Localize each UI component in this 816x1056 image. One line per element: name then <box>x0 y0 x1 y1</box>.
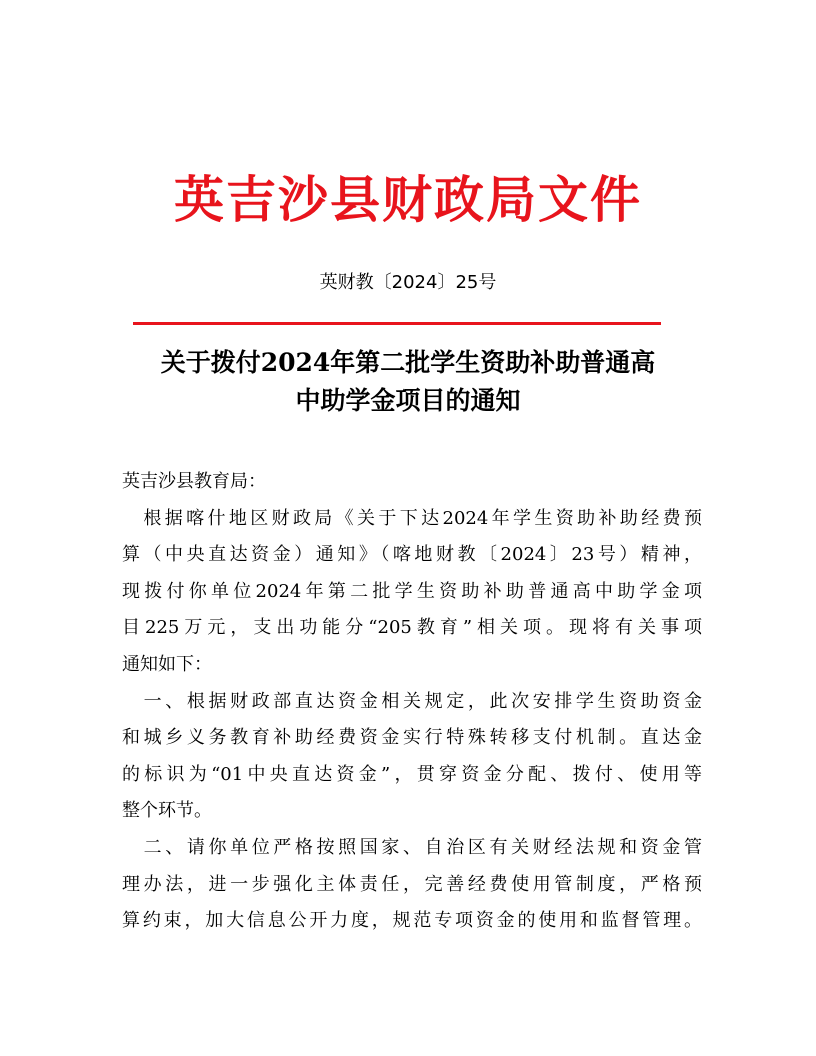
body-line: 算约束，加大信息公开力度，规范专项资金的使用和监督管理。 <box>122 910 702 932</box>
red-divider-line <box>133 322 661 325</box>
body-line: 的标识为“01中央直达资金”，贯穿资金分配、拨付、使用等 <box>122 763 702 785</box>
notice-title-line-2: 中助学金项目的通知 <box>295 386 521 415</box>
notice-body <box>122 464 702 940</box>
body-line: 通知如下： <box>122 653 212 675</box>
document-number: 英财教〔2024〕25号 <box>319 272 497 293</box>
body-line: 二、请你单位严格按照国家、自治区有关财经法规和资金管 <box>122 836 702 858</box>
body-line: 一、根据财政部直达资金相关规定，此次安排学生资助资金 <box>122 690 702 712</box>
notice-title <box>110 344 706 420</box>
notice-title-line-1: 关于拨付2024年第二批学生资助补助普通高 <box>160 348 656 377</box>
issuer-title: 英吉沙县财政局文件 <box>174 170 642 229</box>
body-line: 现拨付你单位2024年第二批学生资助补助普通高中助学金项 <box>122 580 702 602</box>
body-line: 根据喀什地区财政局《关于下达2024年学生资助补助经费预 <box>122 507 702 529</box>
body-line: 算（中央直达资金）通知》（喀地财教〔2024〕23号）精神， <box>122 544 702 566</box>
recipient-line: 英吉沙县教育局： <box>122 471 266 492</box>
body-line: 目225万元，支出功能分“205教育”相关项。现将有关事项 <box>122 617 702 639</box>
body-line: 理办法，进一步强化主体责任，完善经费使用管制度，严格预 <box>122 873 702 895</box>
body-line: 和城乡义务教育补助经费资金实行特殊转移支付机制。直达金 <box>122 727 702 749</box>
body-line: 整个环节。 <box>122 800 212 822</box>
